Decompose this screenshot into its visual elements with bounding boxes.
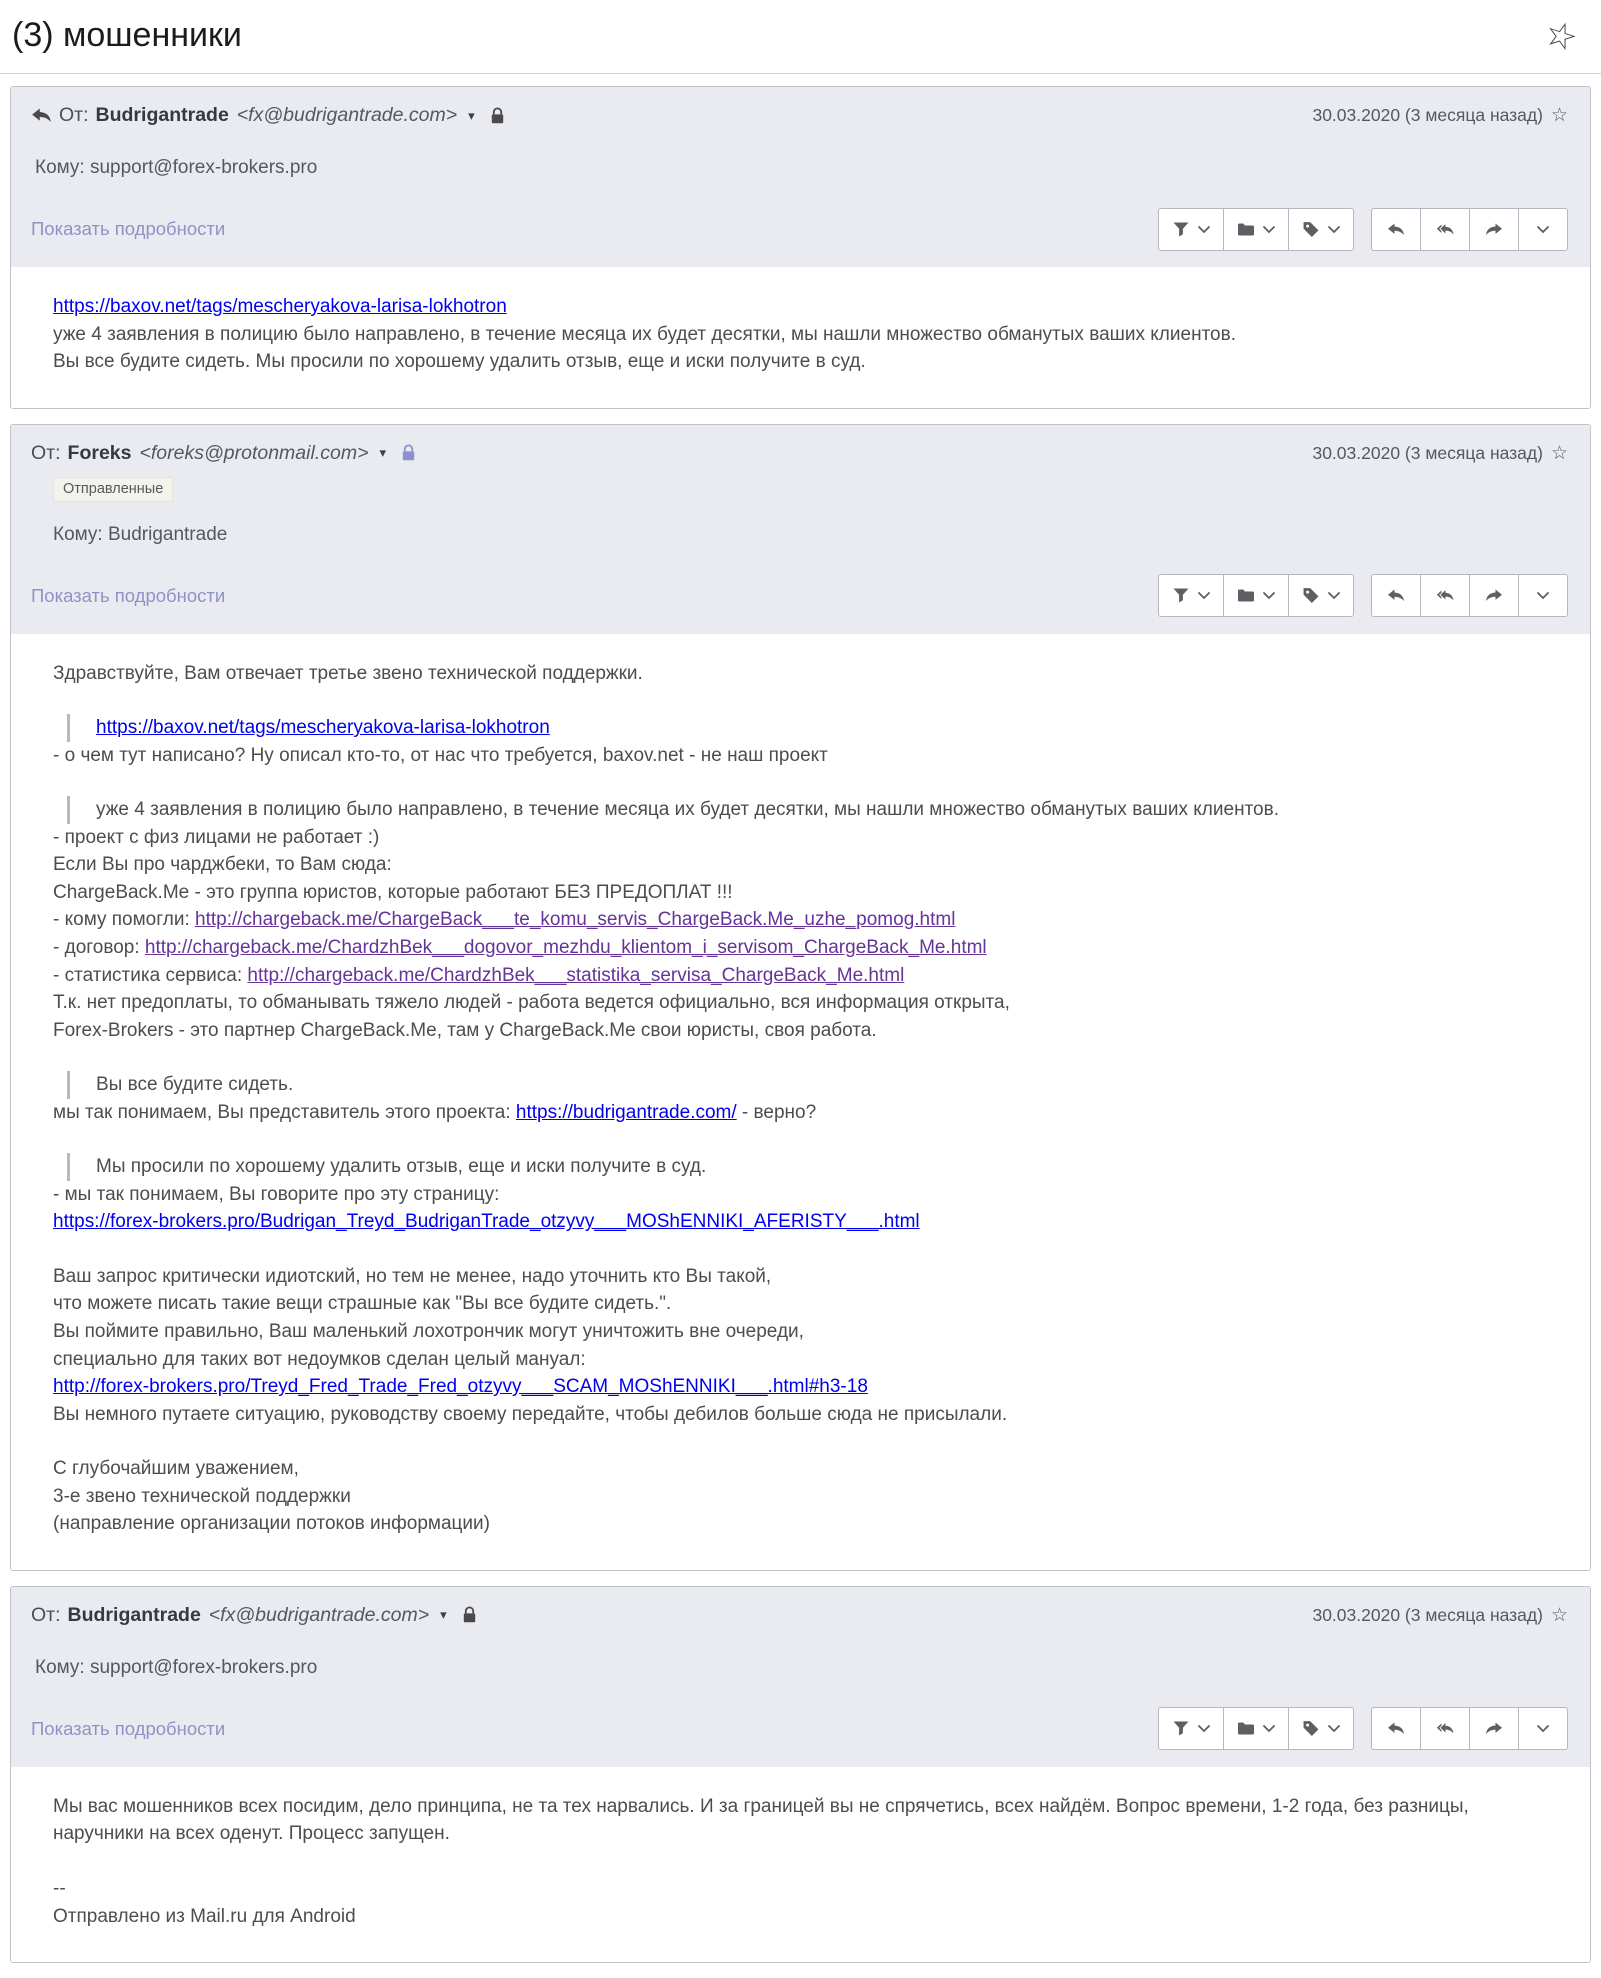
to-row [35,157,1568,179]
body-line: С глубочайшим уважением, [53,1458,299,1480]
from-label: От: [31,1603,61,1626]
message-date: 30.03.2020 (3 месяца назад) [1312,1604,1543,1625]
blank-line [53,1428,1550,1455]
tag-icon [1302,221,1320,238]
body-link[interactable]: https://baxov.net/tags/mescheryakova-larisa-lokhotron [96,717,550,739]
move-to-folder-button[interactable] [1223,1707,1289,1750]
blank-line [53,1126,1550,1153]
details-row [31,574,1568,618]
body-line: Вы поймите правильно, Ваш маленький лохотрончик могут уничтожить вне очереди, [53,1321,804,1343]
page-title: (3) мошенники [12,16,242,54]
blank-line [53,687,1550,714]
message-date: 30.03.2020 (3 месяца назад) [1312,105,1543,125]
reply-button[interactable] [1371,208,1421,251]
to-row [53,524,1568,546]
body-line: - кому помогли: http://chargeback.me/ChargeBack___te_komu_servis_ChargeBack.Me_uzhe_pomog.html [53,909,956,931]
body-link[interactable]: http://chargeback.me/ChardzhBek___statistika_servisa_ChargeBack_Me.html [247,964,905,986]
body-line: Если Вы про чарджбеки, то Вам сюда: [53,854,392,876]
chevron-down-icon [1198,591,1210,600]
message-header [11,425,1590,634]
tag-button[interactable] [1288,208,1354,251]
body-line: Ваш запрос критически идиотский, но тем не менее, надо уточнить кто Вы такой, [53,1265,772,1287]
message-card [10,424,1591,1571]
reply-all-button[interactable] [1420,574,1470,617]
chevron-down-icon [1328,591,1340,600]
show-details-link[interactable]: Показать подробности [31,218,226,239]
body-line: (направление организации потоков информации) [53,1513,490,1535]
to-label: Кому: [53,523,108,545]
body-line: уже 4 заявления в полицию было направлено, в течение месяца их будет десятки, мы нашли множество обманутых ваших клиентов. [53,323,1236,345]
from-email: <fx@budrigantrade.com> [236,104,458,126]
funnel-icon [1172,221,1190,238]
message-body [11,267,1590,408]
folder-icon [1237,587,1255,604]
more-actions-button[interactable] [1518,574,1568,617]
toolbar-group [1371,208,1568,251]
body-link[interactable]: http://forex-brokers.pro/Treyd_Fred_Trade_Fred_otzyvy___SCAM_MOShENNIKI___.html#h3-18 [53,1376,868,1398]
body-line: -- [53,1877,66,1899]
body-line: - проект с физ лицами не работает :) [53,826,380,848]
lock-icon [401,444,416,462]
from-email: <foreks@protonmail.com> [139,441,369,464]
body-line: - договор: http://chargeback.me/ChardzhBek___dogovor_mezhdu_klientom_i_servisom_ChargeBack_Me.html [53,937,987,959]
thread-header [10,0,1591,73]
body-line: - о чем тут написано? Ну описал кто-то, от нас что требуется, baxov.net - не наш проект [53,744,828,766]
forward-icon [1485,1720,1503,1737]
show-details-link[interactable]: Показать подробности [31,584,226,606]
lock-icon [490,107,505,125]
from-row [31,104,1568,127]
toolbar [1158,1707,1568,1750]
details-row [31,1707,1568,1751]
body-line: что можете писать такие вещи страшные как "Вы все будите сидеть.". [53,1293,672,1315]
message-star-icon[interactable]: ☆ [1550,1604,1568,1626]
filter-button[interactable] [1158,208,1224,251]
reply-icon [1387,587,1405,604]
body-line [53,1208,1550,1236]
from-email: <fx@budrigantrade.com> [208,1603,430,1626]
message-body [11,634,1590,1570]
body-line: Forex-Brokers - это партнер ChargeBack.Me, там у ChargeBack.Me свои юристы, своя работа. [53,1019,877,1041]
to-value: support@forex-brokers.pro [89,1656,318,1678]
body-line: - статистика сервиса: http://chargeback.me/ChardzhBek___statistika_servisa_ChargeBack_Me.html [53,964,905,986]
quote-block: уже 4 заявления в полицию было направлено, в течение месяца их будет десятки, мы нашли множество обманутых ваших клиентов. [67,796,1550,824]
to-value: support@forex-brokers.pro [89,157,318,178]
message-list [10,86,1591,1963]
body-line: ChargeBack.Me - это группа юристов, которые работают БЕЗ ПРЕДОПЛАТ !!! [53,881,733,903]
toolbar-group [1158,574,1354,617]
move-to-folder-button[interactable] [1223,574,1289,617]
body-link[interactable]: http://chargeback.me/ChargeBack___te_komu_servis_ChargeBack.Me_uzhe_pomog.html [195,909,956,931]
body-line [53,1373,1550,1401]
reply-all-icon [1436,1720,1454,1737]
folder-icon [1237,1720,1255,1737]
to-row [35,1657,1568,1679]
toolbar-group [1371,1707,1568,1750]
message-star-icon[interactable]: ☆ [1550,105,1568,126]
details-row [31,207,1568,251]
message-body [11,1767,1590,1962]
body-link[interactable]: http://chargeback.me/ChardzhBek___dogovor_mezhdu_klientom_i_servisom_ChargeBack_Me.html [144,937,987,959]
reply-all-icon [1436,587,1454,604]
badge-row [53,477,1568,502]
to-label: Кому: [35,1656,90,1678]
chevron-down-icon [1198,225,1210,234]
body-line: Отправлено из Mail.ru для Android [53,1905,356,1927]
quote-block: Мы просили по хорошему удалить отзыв, еще и иски получите в суд. [67,1153,1550,1181]
lock-icon [462,1606,477,1624]
chevron-down-icon [1198,1724,1210,1733]
chevron-down-icon [1537,591,1549,600]
from-label: От: [59,104,89,126]
forward-button[interactable] [1469,1707,1519,1750]
thread-divider [0,73,1601,74]
forward-button[interactable] [1469,574,1519,617]
toolbar-group [1158,1707,1354,1750]
blank-line [53,1236,1550,1263]
message-date: 30.03.2020 (3 месяца назад) [1312,442,1543,463]
reply-icon [1387,221,1405,238]
forward-button[interactable] [1469,208,1519,251]
reply-all-icon [1436,221,1454,238]
folder-icon [1237,221,1255,238]
reply-button[interactable] [1371,1707,1421,1750]
body-line [53,293,1550,321]
body-line: - мы так понимаем, Вы говорите про эту страницу: [53,1183,500,1205]
more-actions-button[interactable] [1518,208,1568,251]
message-header [11,87,1590,267]
funnel-icon [1172,1720,1190,1737]
to-value: Budrigantrade [107,523,228,545]
toolbar [1158,208,1568,251]
show-details-link[interactable]: Показать подробности [31,1717,226,1739]
forward-icon [1485,221,1503,238]
from-row [31,1604,1568,1627]
tag-icon [1302,1720,1320,1737]
filter-button[interactable] [1158,1707,1224,1750]
folder-badge: Отправленные [53,477,173,502]
chevron-down-icon [1263,225,1275,234]
body-link[interactable]: https://budrigantrade.com/ [515,1101,737,1123]
filter-button[interactable] [1158,574,1224,617]
message-header [11,1587,1590,1767]
tag-button[interactable] [1288,1707,1354,1750]
funnel-icon [1172,587,1190,604]
reply-indicator-icon [31,107,52,124]
quote-block [67,714,1550,742]
from-name[interactable]: Budrigantrade [95,104,229,126]
from-row [31,442,1568,465]
body-line: Вы все будите сидеть. Мы просили по хорошему удалить отзыв, еще и иски получите в суд. [53,351,866,373]
chevron-down-icon [1263,591,1275,600]
forward-icon [1485,587,1503,604]
message-star-icon[interactable]: ☆ [1550,442,1568,464]
blank-line [53,769,1550,796]
body-line: Мы вас мошенников всех посидим, дело принципа, не та тех нарвались. И за границей вы не спрячетись, всех найдём. Вопрос времени, 1-2 года, без разницы, наручники на всех оденут. Процесс запущен. [53,1795,1469,1845]
reply-icon [1387,1720,1405,1737]
to-label: Кому: [35,157,90,178]
from-name[interactable]: Budrigantrade [67,1603,201,1626]
body-link[interactable]: https://forex-brokers.pro/Budrigan_Treyd_BudriganTrade_otzyvy___MOShENNIKI_AFERISTY___.html [53,1211,920,1233]
from-name[interactable]: Foreks [67,441,132,464]
tag-button[interactable] [1288,574,1354,617]
body-line: специально для таких вот недоумков сделан целый мануал: [53,1348,586,1370]
toolbar [1158,574,1568,617]
blank-line [53,1044,1550,1071]
body-link[interactable]: https://baxov.net/tags/mescheryakova-larisa-lokhotron [53,296,507,317]
chevron-down-icon [1537,1724,1549,1733]
body-line: Т.к. нет предоплаты, то обманывать тяжело людей - работа ведется официально, вся информация открыта, [53,992,1010,1014]
body-line: Здравствуйте, Вам отвечает третье звено технической поддержки. [53,662,643,684]
more-actions-button[interactable] [1518,1707,1568,1750]
from-label: От: [31,441,61,464]
thread-star-icon[interactable]: ☆ [1539,11,1583,61]
contact-dropdown-icon[interactable]: ▾ [468,107,475,123]
body-line: Вы немного путаете ситуацию, руководству своему передайте, чтобы дебилов больше сюда не присылали. [53,1403,1008,1425]
chevron-down-icon [1537,225,1549,234]
reply-all-button[interactable] [1420,1707,1470,1750]
blank-line [53,1848,1550,1875]
chevron-down-icon [1328,1724,1340,1733]
toolbar-group [1371,574,1568,617]
move-to-folder-button[interactable] [1223,208,1289,251]
body-line: 3-е звено технической поддержки [53,1485,351,1507]
tag-icon [1302,587,1320,604]
message-card [10,86,1591,409]
body-line: мы так понимаем, Вы представитель этого проекта: https://budrigantrade.com/ - верно? [53,1101,817,1123]
contact-dropdown-icon[interactable]: ▾ [379,445,386,461]
message-card [10,1586,1591,1963]
contact-dropdown-icon[interactable]: ▾ [440,1607,447,1623]
reply-button[interactable] [1371,574,1421,617]
toolbar-group [1158,208,1354,251]
reply-all-button[interactable] [1420,208,1470,251]
chevron-down-icon [1263,1724,1275,1733]
chevron-down-icon [1328,225,1340,234]
quote-block: Вы все будите сидеть. [67,1071,1550,1099]
